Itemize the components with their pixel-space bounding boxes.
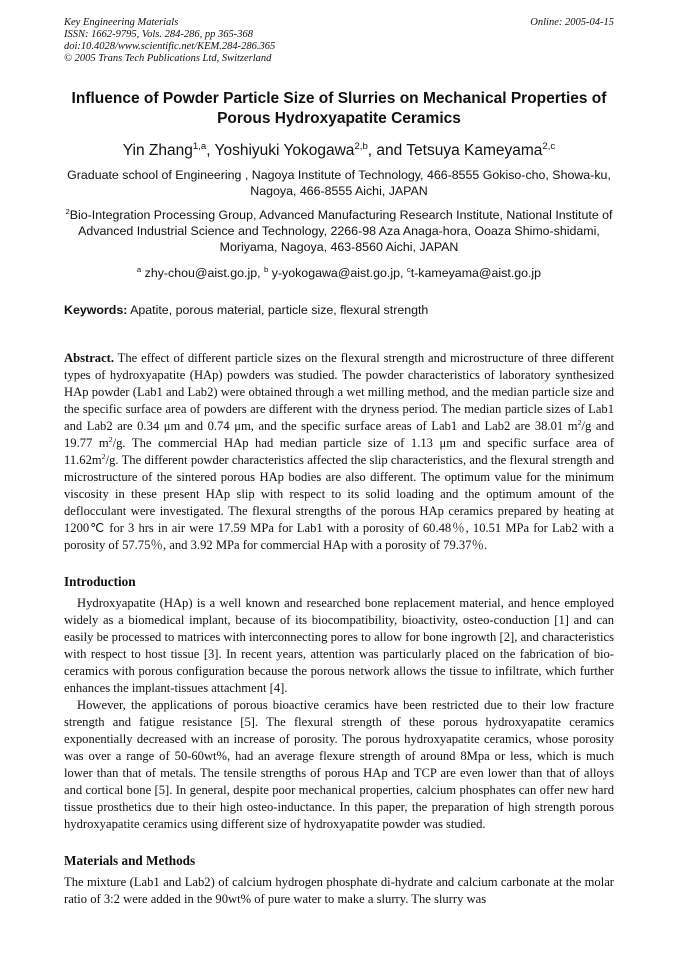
author-marker: 2,b <box>354 140 368 152</box>
author-marker: 1,a <box>192 140 207 152</box>
email-marker: c <box>406 264 411 274</box>
author-name: Yoshiyuki Yokogawa <box>214 142 355 159</box>
abstract-label: Abstract. <box>64 351 115 365</box>
affiliation-1: Graduate school of Engineering , Nagoya Institute of Technology, 466-8555 Gokiso-cho, Showa-ku, Nagoya, 466-8555 Aichi, JAPAN <box>67 168 611 198</box>
journal-header <box>64 0 614 65</box>
copyright-line: © 2005 Trans Tech Publications Ltd, Switzerland <box>64 53 272 64</box>
journal-name: Key Engineering Materials <box>64 17 179 28</box>
intro-paragraph-1: Hydroxyapatite (HAp) is a well known and researched bone replacement material, and hence employed widely as a biomedical implant, because of its biocompatibility, bioactivity, osteo-conduction [1] and can easily be processed to matrices with interconnecting pores to allow for bone ingrowth [2], and characteristics with respect to host tissue [3]. In recent years, attention was particularly placed on the fabrication of bio-ceramics with porous configuration because the porous network allows the tissue to infiltrate, which further enhances the implant-tissues attachment [4]. <box>64 596 614 695</box>
author-separator: , <box>206 142 215 159</box>
author-list <box>64 141 614 161</box>
author-name: Tetsuya Kameyama <box>406 142 543 159</box>
abstract <box>64 350 614 554</box>
abstract-text: The effect of different particle sizes on the flexural strength and microstructure of three different types of hydroxyapatite (HAp) powders was studied. The powder characteristics of laboratory synthesized HAp powder (Lab1 and Lab2) were obtained through a wet milling method, and the median particle size and the specific surface area of powders are different with the dryness period. The median particle sizes of Lab1 and Lab2 are 0.34 μm and 0.74 μm, and the specific surface areas of Lab1 and Lab2 are 38.01 m <box>64 351 614 433</box>
keywords-label: Keywords: <box>64 303 128 317</box>
superscript: 2 <box>108 434 113 444</box>
author-separator: , and <box>367 142 407 159</box>
email-address: zhy-chou@aist.go.jp, <box>141 266 264 280</box>
abstract-text: /g. The commercial HAp had median particle size of 1.13 μm and specific surface area of 11.62m <box>64 436 615 467</box>
intro-paragraph-2: However, the applications of porous bioactive ceramics have been restricted due to their low fracture strength and fatigue resistance [5]. The flexural strength of these porous hydroxyapatite ceramics exponentially decreased with an increase of porosity. The porous hydroxyapatite ceramics, whose porosity was over a range of 50-60wt%, had an average flexure strength of around 8Mpa or less, which is much lower than that of metals. The tensile strengths of porous HAp and TCP are even lower than that of alloys and cortical bone [5]. In general, despite poor mechanical properties, calcium phosphates can offer new hard tissue prosthetics due to their high osteo-inductance. In this paper, the preparation of high strength porous hydroxyapatite ceramics using different size of hydroxyapatite powder was studied. <box>64 698 614 831</box>
section-heading-methods: Materials and Methods <box>64 853 196 868</box>
online-date: Online: 2005-04-15 <box>530 17 614 28</box>
author-name: Yin Zhang <box>122 142 193 159</box>
keywords <box>64 302 614 318</box>
affiliation-2 <box>64 207 614 255</box>
section-heading-introduction: Introduction <box>64 574 136 589</box>
email-list <box>64 265 614 281</box>
paper-title: Influence of Powder Particle Size of Slurries on Mechanical Properties of Porous Hydroxyapatite Ceramics <box>71 90 607 127</box>
methods-paragraph-1: The mixture (Lab1 and Lab2) of calcium hydrogen phosphate di-hydrate and calcium carbonate at the molar ratio of 3:2 were added in the 90wt% of pure water to make a slurry. The slurry was <box>64 875 614 906</box>
email-address: t-kameyama@aist.go.jp <box>410 266 542 280</box>
superscript: 2 <box>101 451 106 461</box>
email-marker: b <box>263 264 269 274</box>
keywords-text: Apatite, porous material, particle size, flexural strength <box>127 303 429 317</box>
author-marker: 2,c <box>542 140 556 152</box>
email-address: y-yokogawa@aist.go.jp, <box>268 266 407 280</box>
superscript: 2 <box>577 417 582 427</box>
doi-line: doi:10.4028/www.scientific.net/KEM.284-286.365 <box>64 41 276 52</box>
affiliation-2-text: Bio-Integration Processing Group, Advanced Manufacturing Research Institute, National Institute of Advanced Industrial Science and Technology, 2266-98 Aza Anaga-hora, Ooaza Shimo-shidami, Moriyama, Nagoya, 463-8560 Aichi, JAPAN <box>69 208 613 254</box>
affiliation-marker: 2 <box>65 206 70 216</box>
abstract-text: /g and 19.77 m <box>64 419 614 450</box>
abstract-text: /g. The different powder characteristics affected the slip characteristics, and the flexural strength and microstructure of the sintered porous HAp bodies are also different. The optimum value for the minimum viscosity in these present HAp slip with respect to its solid loading and the optimum amount of the deflocculant were investigated. The flexural strengths of the porous HAp ceramics prepared by heating at 1200℃ for 3 hrs in air were 17.59 MPa for Lab1 with a porosity of 60.48％, 10.51 MPa for Lab2 with a porosity of 57.75％, and 3.92 MPa for commercial HAp with a porosity of 79.37％. <box>64 453 614 552</box>
issn-line: ISSN: 1662-9795, Vols. 284-286, pp 365-368 <box>64 29 253 40</box>
email-marker: a <box>136 264 142 274</box>
